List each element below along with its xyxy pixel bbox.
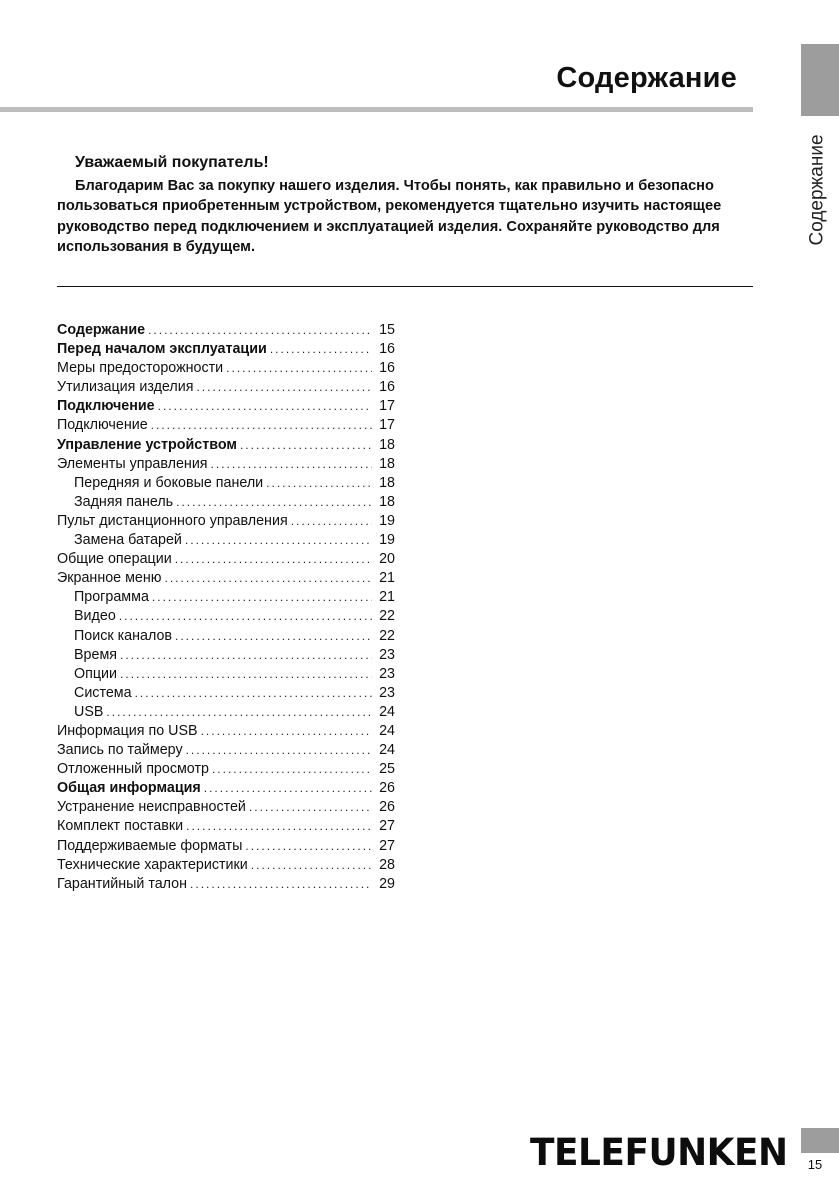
side-section-label xyxy=(798,128,838,252)
toc-entry-label: Технические характеристики xyxy=(57,856,248,873)
toc-leader-dots xyxy=(211,455,372,474)
toc-leader-dots xyxy=(291,512,372,531)
toc-entry xyxy=(57,436,395,455)
toc-entry-label: Программа xyxy=(74,589,149,606)
toc-leader-dots xyxy=(190,875,372,894)
page-tab-marker xyxy=(801,1128,839,1153)
toc-entry-page: 18 xyxy=(379,436,395,453)
toc-leader-dots xyxy=(186,741,372,760)
toc-entry-label: Общие операции xyxy=(57,551,172,568)
toc-entry-label: Опции xyxy=(74,665,118,682)
toc-leader-dots xyxy=(249,798,372,817)
intro-text: Благодарим Вас за покупку нашего изделия. Чтобы понять, как правильно и безопасно пользоваться приобретенным устройством, рекомендуется тщательно изучить настоящее руководство перед подключением и эксплуатацией изделия. Сохраняйте руководство для использования в будущем. xyxy=(57,177,722,255)
toc-entry-label: Подключение xyxy=(57,398,155,415)
toc-leader-dots xyxy=(120,665,372,684)
toc-entry-page: 25 xyxy=(379,761,395,778)
toc-leader-dots xyxy=(176,493,372,512)
toc-leader-dots xyxy=(226,359,372,378)
toc-entry-page: 16 xyxy=(379,360,395,377)
toc-entry-label: Элементы управления xyxy=(57,455,208,472)
toc-leader-dots xyxy=(152,588,372,607)
toc-leader-dots xyxy=(175,550,372,569)
toc-entry-label: Содержание xyxy=(57,322,146,338)
toc-leader-dots xyxy=(135,684,372,703)
side-tab-marker xyxy=(801,44,839,116)
toc-leader-dots xyxy=(165,569,373,588)
toc-entry xyxy=(57,741,395,760)
toc-entry-label: Меры предосторожности xyxy=(57,360,224,377)
toc-entry-page: 22 xyxy=(379,627,395,644)
toc-leader-dots xyxy=(245,837,372,856)
toc-entry-label: Информация по USB xyxy=(57,722,198,739)
toc-entry xyxy=(57,798,395,817)
toc-leader-dots xyxy=(186,817,372,836)
toc-entry-label: Время xyxy=(74,646,118,663)
toc-entry xyxy=(57,474,395,493)
toc-leader-dots xyxy=(158,397,372,416)
toc-entry-page: 23 xyxy=(379,646,395,663)
toc-entry-page: 17 xyxy=(379,417,395,434)
greeting: Уважаемый покупатель! xyxy=(75,154,269,171)
toc-leader-dots xyxy=(119,607,372,626)
toc-entry-label: Утилизация изделия xyxy=(57,379,194,396)
toc-entry-page: 26 xyxy=(379,780,395,797)
toc-entry-label: Подключение xyxy=(57,417,148,434)
toc-leader-dots xyxy=(240,436,372,455)
toc-entry-label: Экранное меню xyxy=(57,570,162,587)
toc-entry-label: Поддерживаемые форматы xyxy=(57,837,243,854)
toc-entry xyxy=(57,397,395,416)
toc-entry-page: 18 xyxy=(379,493,395,510)
toc-entry-label: Запись по таймеру xyxy=(57,742,183,759)
toc-leader-dots xyxy=(120,646,372,665)
brand-logo: TELEFUNKEN xyxy=(530,1131,788,1174)
toc-entry-page: 21 xyxy=(379,570,395,587)
toc-entry-page: 26 xyxy=(379,799,395,816)
toc-entry-page: 16 xyxy=(379,341,395,358)
toc-leader-dots xyxy=(201,722,372,741)
toc-entry-label: Передняя и боковые панели xyxy=(74,474,264,491)
toc-entry xyxy=(57,779,395,798)
toc-entry-page: 20 xyxy=(379,551,395,568)
toc-leader-dots xyxy=(185,531,372,550)
title-rule xyxy=(0,107,753,112)
toc-leader-dots xyxy=(196,378,372,397)
toc-entry xyxy=(57,817,395,836)
toc-entry xyxy=(57,760,395,779)
toc-entry-page: 28 xyxy=(379,856,395,873)
toc-entry xyxy=(57,607,395,626)
toc-entry-page: 18 xyxy=(379,474,395,491)
toc-entry-page: 16 xyxy=(379,379,395,396)
toc-entry xyxy=(57,569,395,588)
toc-entry xyxy=(57,550,395,569)
toc-leader-dots xyxy=(251,856,372,875)
toc-entry-page: 21 xyxy=(379,589,395,606)
toc-entry-label: Поиск каналов xyxy=(74,627,173,644)
toc-entry-page: 18 xyxy=(379,455,395,472)
toc-entry-page: 19 xyxy=(379,512,395,529)
toc-entry-page: 19 xyxy=(379,532,395,549)
toc-entry-label: Комплект поставки xyxy=(57,818,184,835)
toc-entry-page: 23 xyxy=(379,684,395,701)
toc-leader-dots xyxy=(204,779,372,798)
toc-entry-label: Замена батарей xyxy=(74,532,182,549)
toc-entry xyxy=(57,703,395,722)
toc-entry-label: Отложенный просмотр xyxy=(57,761,209,778)
toc-entry xyxy=(57,588,395,607)
toc-entry-label: Пульт дистанционного управления xyxy=(57,512,288,529)
toc-entry-label: Задняя панель xyxy=(74,493,174,510)
toc-leader-dots xyxy=(270,340,372,359)
toc-leader-dots xyxy=(151,416,372,435)
toc-entry-page: 27 xyxy=(379,837,395,854)
toc-entry xyxy=(57,875,395,894)
toc-entry xyxy=(57,837,395,856)
toc-entry xyxy=(57,512,395,531)
page-title: Содержание xyxy=(556,62,737,94)
toc-entry xyxy=(57,340,395,359)
toc-entry xyxy=(57,378,395,397)
toc-leader-dots xyxy=(148,321,372,340)
intro-block xyxy=(57,153,757,258)
toc-entry xyxy=(57,531,395,550)
page-number: 15 xyxy=(807,1157,823,1172)
toc-entry-page: 29 xyxy=(379,875,395,892)
toc-entry-label: Устранение неисправностей xyxy=(57,799,246,816)
toc-entry-label: Управление устройством xyxy=(57,436,237,453)
toc-entry-page: 15 xyxy=(379,322,395,338)
toc-leader-dots xyxy=(266,474,372,493)
toc-leader-dots xyxy=(212,760,372,779)
toc-entry-label: Общая информация xyxy=(57,780,201,797)
toc-entry-page: 24 xyxy=(379,742,395,759)
toc-leader-dots xyxy=(106,703,372,722)
toc-entry xyxy=(57,493,395,512)
toc-entry xyxy=(57,627,395,646)
toc-entry-label: Перед началом эксплуатации xyxy=(57,341,267,358)
toc-entry xyxy=(57,321,395,340)
table-of-contents xyxy=(57,321,395,894)
toc-entry-page: 24 xyxy=(379,703,395,720)
toc-entry xyxy=(57,416,395,435)
toc-entry xyxy=(57,665,395,684)
toc-entry xyxy=(57,856,395,875)
toc-entry-label: USB xyxy=(74,703,104,720)
toc-entry-label: Система xyxy=(74,684,132,701)
toc-entry xyxy=(57,455,395,474)
toc-leader-dots xyxy=(175,627,372,646)
section-divider xyxy=(57,286,753,287)
toc-entry xyxy=(57,646,395,665)
toc-entry-page: 23 xyxy=(379,665,395,682)
toc-entry-page: 27 xyxy=(379,818,395,835)
toc-entry-label: Видео xyxy=(74,608,116,625)
toc-entry-page: 24 xyxy=(379,722,395,739)
toc-entry-page: 17 xyxy=(379,398,395,415)
toc-entry-label: Гарантийный талон xyxy=(57,875,188,892)
toc-entry xyxy=(57,359,395,378)
toc-entry xyxy=(57,684,395,703)
toc-entry-page: 22 xyxy=(379,608,395,625)
toc-entry xyxy=(57,722,395,741)
side-section-label-text: Содержание xyxy=(807,134,829,246)
